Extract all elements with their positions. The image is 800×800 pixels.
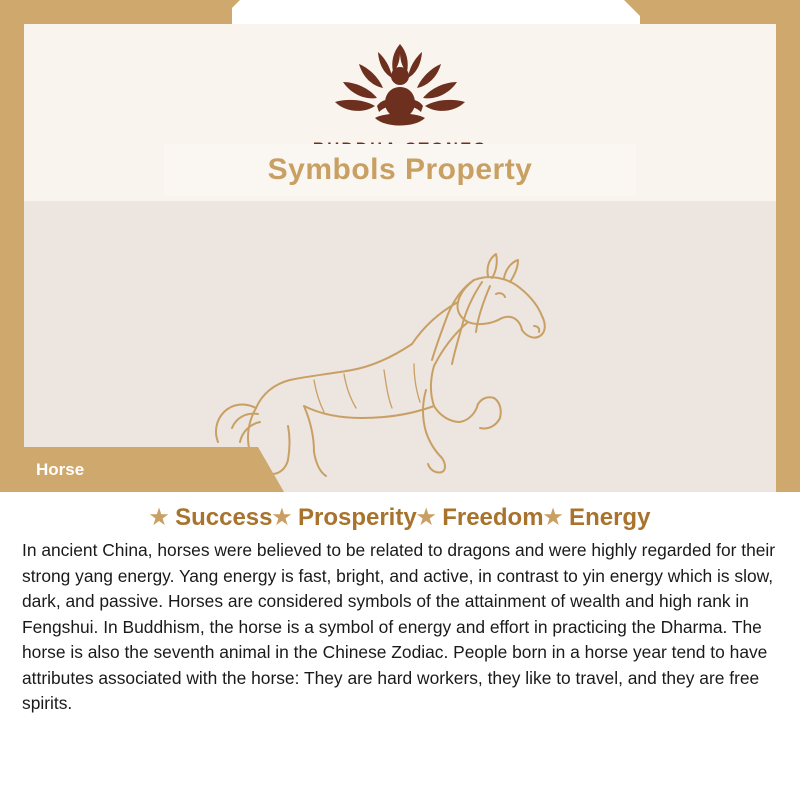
title-banner (164, 144, 636, 196)
decorative-band-right-upper (776, 0, 800, 205)
category-label: Horse (36, 459, 85, 479)
decorative-corner-top-right-bevel (624, 0, 648, 24)
decorative-band-right-lower (776, 205, 800, 492)
decorative-band-left (0, 0, 24, 492)
decorative-corner-top-left-bevel (216, 0, 240, 24)
star-icon: ★ (272, 506, 292, 529)
horse-line-art-icon (174, 214, 644, 479)
star-icon: ★ (149, 506, 169, 529)
decorative-corner-top-left (0, 0, 232, 24)
star-icon: ★ (416, 506, 436, 529)
keyword-success: Success (168, 504, 273, 531)
star-icon: ★ (543, 506, 563, 529)
hero-panel (24, 24, 776, 492)
keyword-freedom: Freedom (435, 504, 544, 531)
brand-logo (24, 36, 776, 159)
description-paragraph: In ancient China, horses were believed to be related to dragons and were highly regarded for their strong yang energy. Yang energy is fast, bright, and active, in contrast to yin energy which is slow, dark, and passive. Horses are considered symbols of the attainment of wealth and high rank in Fengshui. In Buddhism, the horse is a symbol of energy and effort in practicing the Dharma. The horse is also the seventh animal in the Chinese Zodiac. People born in a horse year tend to have attributes associated with the horse: They are hard workers, they like to travel, and they are free spirits. (22, 540, 776, 714)
lotus-meditation-figure-icon (315, 36, 485, 136)
horse-illustration (174, 214, 644, 479)
keyword-prosperity: Prosperity (291, 504, 417, 531)
category-ribbon-bevel (258, 447, 284, 492)
category-ribbon (0, 447, 258, 492)
keyword-energy: Energy (562, 504, 651, 531)
page-title: Symbols Property (267, 153, 533, 186)
description-section (0, 492, 800, 800)
keyword-list (0, 504, 800, 532)
